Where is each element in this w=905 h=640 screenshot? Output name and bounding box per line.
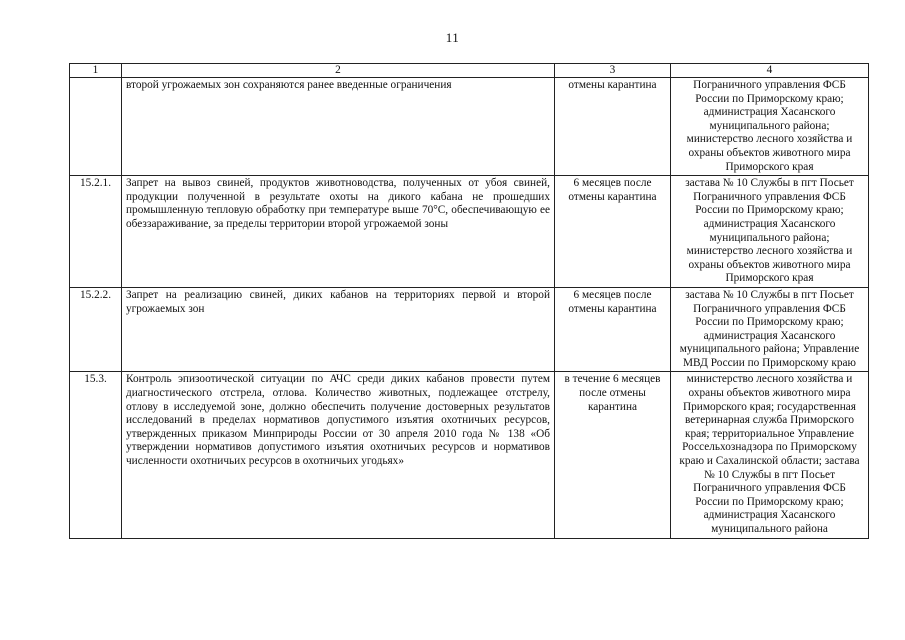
item-number (70, 78, 122, 176)
column-header-row (70, 64, 869, 78)
measure-term: в течение 6 месяцев после отмены карантина (555, 372, 671, 538)
measure-description: Запрет на реализацию свиней, диких кабанов на территориях первой и второй угрожаемых зон (122, 287, 555, 372)
measure-description: Запрет на вывоз свиней, продуктов животноводства, полученных от убоя свиней, продукции полученной в результате охоты на дикого кабана не прошедших промышленную тепловую обработку при температуре выше 70°С, обеспечивающую ее обеззараживание, за пределы территории второй угрожаемой зоны (122, 176, 555, 288)
responsible-parties: Пограничного управления ФСБ России по Приморскому краю; администрация Хасанского муниципального района; министерство лесного хозяйства и охраны объектов животного мира Приморского края (671, 78, 869, 176)
measure-term: 6 месяцев после отмены карантина (555, 176, 671, 288)
table-row (70, 372, 869, 538)
measure-description: второй угрожаемых зон сохраняются ранее введенные ограничения (122, 78, 555, 176)
column-header-1: 1 (70, 64, 122, 78)
measure-description: Контроль эпизоотической ситуации по АЧС среди диких кабанов провести путем диагностического отстрела, отлова. Количество животных, подлежащее отстрелу, отлову в исследуемой зоне, должно обеспечить получение достоверных результатов исследований в пределах нормативов допустимого изъятия охотничьих ресурсов, утвержденных приказом Минприроды России от 30 апреля 2010 года № 138 «Об утверждении нормативов допустимого изъятия охотничьих ресурсов и нормативов численности охотничьих ресурсов в охотничьих угодьях» (122, 372, 555, 538)
item-number: 15.2.1. (70, 176, 122, 288)
responsible-parties: застава № 10 Службы в пгт Посьет Пограничного управления ФСБ России по Приморскому краю; администрация Хасанского муниципального района; министерство лесного хозяйства и охраны объектов животного мира Приморского края (671, 176, 869, 288)
responsible-parties: министерство лесного хозяйства и охраны объектов животного мира Приморского края; государственная ветеринарная служба Приморского края; территориальное Управление Россельхознадзора по Приморскому краю и Сахалинской области; застава № 10 Службы в пгт Посьет Пограничного управления ФСБ России по Приморскому краю; администрация Хасанского муниципального района (671, 372, 869, 538)
table-row (70, 287, 869, 372)
item-number: 15.2.2. (70, 287, 122, 372)
column-header-3: 3 (555, 64, 671, 78)
item-number: 15.3. (70, 372, 122, 538)
measure-term: 6 месяцев после отмены карантина (555, 287, 671, 372)
measure-term: отмены карантина (555, 78, 671, 176)
column-header-4: 4 (671, 64, 869, 78)
table-row (70, 176, 869, 288)
page-number: 11 (445, 30, 460, 45)
responsible-parties: застава № 10 Службы в пгт Посьет Пограничного управления ФСБ России по Приморскому краю; администрация Хасанского муниципального района; Управление МВД России по Приморскому краю (671, 287, 869, 372)
table-row (70, 78, 869, 176)
column-header-2: 2 (122, 64, 555, 78)
measures-table (69, 63, 869, 539)
